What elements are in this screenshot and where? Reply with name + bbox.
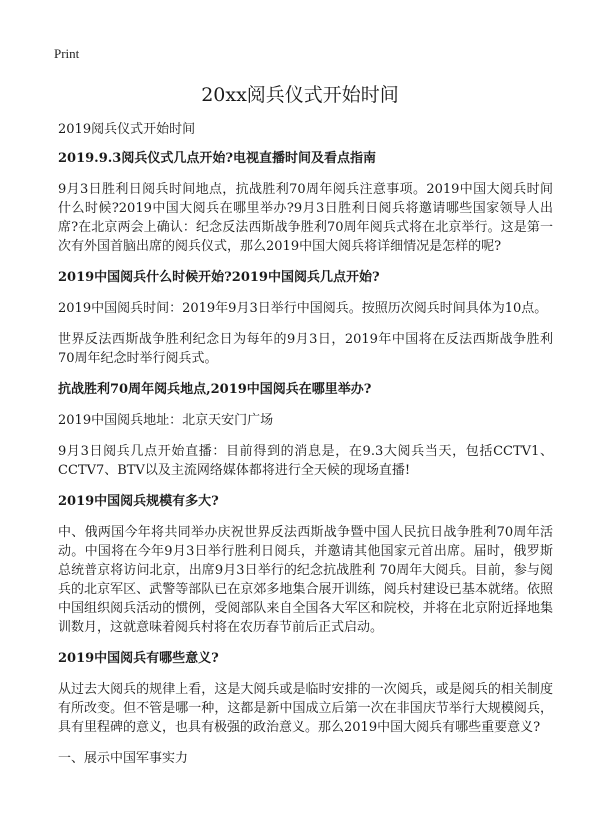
body-paragraph: 2019中国阅兵时间：2019年9月3日举行中国阅兵。按照历次阅兵时间具体为10点。 bbox=[58, 301, 548, 316]
section-heading: 2019中国阅兵有哪些意义? bbox=[58, 651, 219, 666]
body-paragraph: 9月3日胜利日阅兵时间地点，抗战胜利70周年阅兵注意事项。2019中国大阅兵时间什么时候?2019中国大阅兵在哪里举办?9月3日胜利日阅兵将邀请哪些国家领导人出席?在北京两会上确认：纪念反法西斯战争胜利70周年阅兵式将在北京举行。这是第一次有外国首脑出席的阅兵仪式，那么2019中国大阅兵将详细情况是怎样的呢? bbox=[58, 182, 553, 254]
body-paragraph: 一、展示中国军事实力 bbox=[58, 751, 189, 766]
print-link[interactable]: Print bbox=[54, 46, 80, 61]
document-body bbox=[58, 120, 553, 780]
section-heading: 2019中国阅兵什么时候开始?2019中国阅兵几点开始? bbox=[58, 270, 380, 285]
body-paragraph: 世界反法西斯战争胜利纪念日为每年的9月3日，2019年中国将在反法西斯战争胜利70周年纪念时举行阅兵式。 bbox=[58, 332, 553, 366]
intro-paragraph: 2019阅兵仪式开始时间 bbox=[58, 122, 196, 137]
body-paragraph: 从过去大阅兵的规律上看，这是大阅兵或是临时安排的一次阅兵，或是阅兵的相关制度有所改变。但不管是哪一种，这都是新中国成立后第一次在非国庆节举行大规模阅兵，具有里程碑的意义，也具有极强的政治意义。那么2019中国大阅兵有哪些重要意义? bbox=[58, 682, 553, 735]
body-paragraph: 2019中国阅兵地址：北京天安门广场 bbox=[58, 413, 274, 428]
document-title: 20xx阅兵仪式开始时间 bbox=[201, 84, 399, 106]
body-paragraph: 9月3日阅兵几点开始直播：目前得到的消息是，在9.3大阅兵当天，包括CCTV1、CCTV7、BTV以及主流网络媒体都将进行全天候的现场直播! bbox=[58, 444, 553, 478]
body-paragraph: 中、俄两国今年将共同举办庆祝世界反法西斯战争暨中国人民抗日战争胜利70周年活动。中国将在今年9月3日举行胜利日阅兵，并邀请其他国家元首出席。届时，俄罗斯总统普京将访问北京，出席9月3日举行的纪念抗战胜利 70周年大阅兵。目前，参与阅兵的北京军区、武警等部队已在京郊多地集合展开训练，阅兵村建设已基本就绪。依照中国组织阅兵活动的惯例，受阅部队来自全国各大军区和院校，并将在北京附近择地集训数月，这就意味着阅兵村将在农历春节前后正式启动。 bbox=[58, 525, 553, 635]
section-heading: 抗战胜利70周年阅兵地点,2019中国阅兵在哪里举办? bbox=[58, 382, 372, 397]
section-heading: 2019.9.3阅兵仪式几点开始?电视直播时间及看点指南 bbox=[58, 151, 376, 166]
section-heading: 2019中国阅兵规模有多大? bbox=[58, 494, 219, 509]
